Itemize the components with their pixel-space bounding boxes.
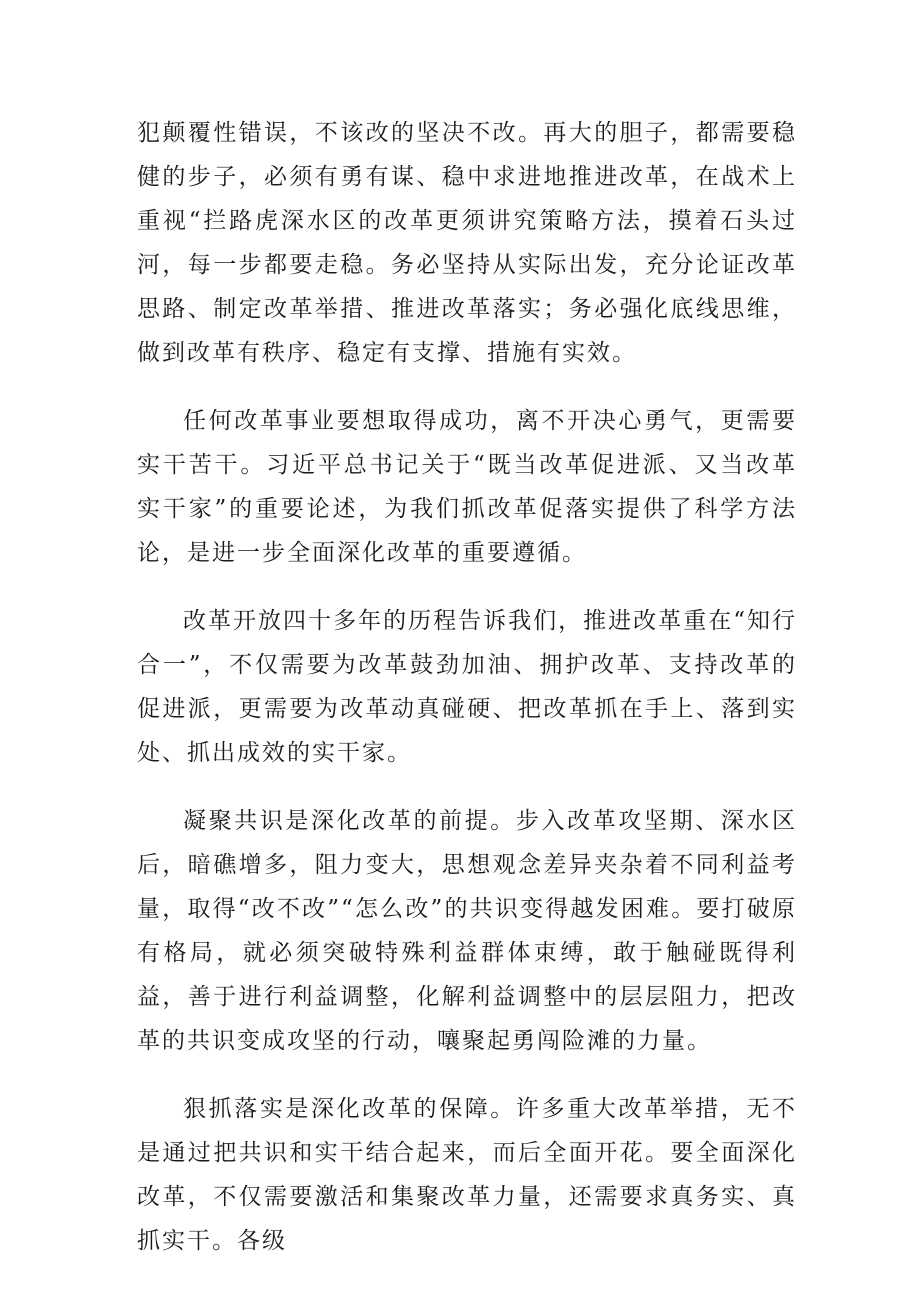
document-body: [137, 111, 797, 1287]
paragraph-1: 犯颠覆性错误，不该改的坚决不改。再大的胆子，都需要稳健的步子，必须有勇有谋、稳中求进地推进改革，在战术上重视“拦路虎深水区的改革更须讲究策略方法，摸着石头过河，每一步都要走稳。务必坚持从实际出发，充分论证改革思路、制定改革举措、推进改革落实；务必强化底线思维，做到改革有秩序、稳定有支撑、措施有实效。: [137, 120, 797, 366]
paragraph-5: 狠抓落实是深化改革的保障。许多重大改革举措，无不是通过把共识和实干结合起来，而后全面开花。要全面深化改革，不仅需要激活和集聚改革力量，还需要求真务实、真抓实干。各级: [137, 1096, 797, 1254]
paragraph-3: 改革开放四十多年的历程告诉我们，推进改革重在“知行合一”，不仅需要为改革鼓劲加油、拥护改革、支持改革的促进派，更需要为改革动真碰硬、把改革抓在手上、落到实处、抓出成效的实干家。: [137, 608, 797, 766]
paragraph-2: 任何改革事业要想取得成功，离不开决心勇气，更需要实干苦干。习近平总书记关于“既当改革促进派、又当改革实干家”的重要论述，为我们抓改革促落实提供了科学方法论，是进一步全面深化改革的重要遵循。: [137, 408, 797, 566]
paragraph-4: 凝聚共识是深化改革的前提。步入改革攻坚期、深水区后，暗礁增多，阻力变大，思想观念差异夹杂着不同利益考量，取得“改不改”“怎么改”的共识变得越发困难。要打破原有格局，就必须突破特殊利益群体束缚，敢于触碰既得利益，善于进行利益调整，化解利益调整中的层层阻力，把改革的共识变成攻坚的行动，嚷聚起勇闯险滩的力量。: [137, 808, 797, 1054]
